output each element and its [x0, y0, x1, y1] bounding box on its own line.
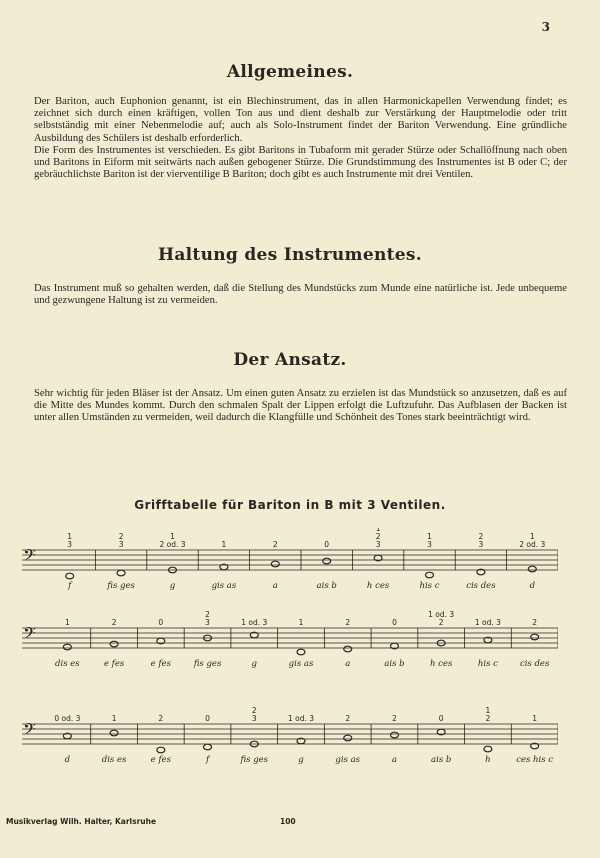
note-head — [157, 747, 165, 753]
note-name: fis ges — [107, 581, 135, 591]
note-head — [66, 573, 74, 579]
fingering-label: 1 — [298, 618, 304, 627]
note-head — [484, 746, 492, 752]
note-name: fis ges — [240, 755, 269, 765]
fingering-label: 0 — [158, 618, 164, 627]
fingering-label: 3 — [67, 540, 73, 549]
fingering-label: 2 — [532, 618, 538, 627]
fingering-label: 0 — [392, 618, 397, 627]
note-name: a — [345, 659, 351, 669]
publisher-footer: Musikverlag Wilh. Halter, Karlsruhe — [6, 817, 157, 826]
fingering-label: 3 — [251, 714, 257, 723]
note-head — [426, 572, 434, 578]
fingering-label: 2 od. 3 — [159, 540, 186, 549]
fingering-label: 3 — [478, 540, 484, 549]
fingering-label: 1 — [64, 618, 70, 627]
note-head — [344, 646, 352, 652]
fingering-label: 3 — [205, 618, 210, 627]
note-head — [531, 634, 539, 640]
note-name: h ces — [366, 581, 390, 591]
note-name: ais b — [384, 659, 405, 669]
fingering-label: 1 od. 3 — [287, 714, 315, 723]
note-name: e fes — [150, 755, 171, 765]
note-name: ais b — [431, 755, 452, 765]
staff-row-3 — [22, 690, 558, 778]
section-body-haltung — [34, 283, 567, 307]
fingering-label: 2 — [485, 714, 491, 723]
note-head — [110, 641, 118, 647]
paragraph: Sehr wichtig für jeden Bläser ist der Ansatz. Um einen guten Ansatz zu erzielen ist das Mundstück so anzusetzen, daß es auf die Mitte des Mundes kommt. Durch den schmalen Spalt der Lippen erfolgt die Luftzufuhr. Das Aufblasen der Backen ist unter allen Umständen zu vermeiden, weil dadurch die Klangfülle und Schönheit des Tones stark beeinträchtigt wird. — [34, 388, 567, 424]
fingering-label: 1 od. 3 — [241, 618, 268, 627]
fingering-label: 2 — [111, 618, 117, 627]
note-name: g — [251, 659, 257, 669]
section-body-ansatz — [34, 388, 567, 425]
fingering-label: 1 — [427, 532, 432, 541]
staff-svg — [22, 606, 558, 676]
fingering-label: 2 — [158, 714, 164, 723]
fingering-label: 0 — [324, 540, 330, 549]
staff-row-2 — [22, 606, 558, 676]
fingering-label: 1 — [532, 714, 538, 723]
staff-svg — [22, 528, 558, 598]
note-name: f — [68, 581, 72, 591]
bass-clef-icon: 𝄢 — [23, 545, 36, 569]
note-name: e fes — [103, 659, 125, 669]
fingering-label: 0 — [438, 714, 444, 723]
fingering-label: 2 — [375, 532, 381, 541]
note-name: e fes — [150, 659, 171, 669]
fingering-table-title: Grifftabelle für Bariton in B mit 3 Ventilen. — [134, 498, 446, 512]
note-name: gis as — [288, 659, 314, 669]
fingering-label: 0 — [205, 714, 210, 723]
fingering-label: 2 — [251, 706, 257, 715]
fingering-label: 1 — [111, 714, 117, 723]
note-head — [528, 566, 536, 572]
plate-number: 100 — [280, 817, 296, 826]
paragraph: Die Form des Instrumentes ist verschieden. Es gibt Baritons in Tubaform mit gerader Stürze oder Schallöffnung nach oben und Baritons in Eiform mit seitwärts nach außen gebogener Stürze. Die Grundstimmung des Instrumentes ist B oder C; der gebräuchlichste Bariton ist der vierventilige B Bariton; doch gibt es auch Instrumente mit drei Ventilen. — [34, 144, 567, 181]
note-name: h ces — [430, 659, 453, 669]
fingering-label: 1 — [485, 706, 491, 715]
note-name: fis ges — [193, 659, 222, 669]
note-name: f — [205, 755, 210, 765]
fingering-label: 3 — [427, 540, 432, 549]
note-name: dis es — [101, 755, 127, 765]
fingering-label: 2 — [345, 714, 351, 723]
note-name: ces his c — [516, 755, 554, 765]
note-name: d — [64, 755, 71, 765]
note-name: d — [529, 581, 536, 591]
note-name: a — [272, 581, 278, 591]
fingering-label: 2 — [392, 714, 397, 723]
staff-svg — [22, 690, 558, 778]
note-name: gis as — [335, 755, 361, 765]
bass-clef-icon: 𝄢 — [23, 719, 36, 743]
fingering-label: 1 — [375, 528, 381, 533]
note-head — [110, 730, 118, 736]
note-head — [344, 735, 352, 741]
note-name: h — [485, 755, 491, 765]
fingering-label: 3 — [375, 540, 381, 549]
fingering-label: 3 — [118, 540, 124, 549]
fingering-label: 1 — [221, 540, 227, 549]
note-head — [271, 561, 279, 567]
fingering-label: 1 — [529, 532, 535, 541]
staff-row-1 — [22, 528, 558, 598]
note-name: a — [391, 755, 397, 765]
note-head — [63, 644, 71, 650]
fingering-label: 0 od. 3 — [54, 714, 81, 723]
note-name: gis as — [211, 581, 237, 591]
note-name: g — [169, 581, 176, 591]
fingering-label: 2 — [272, 540, 278, 549]
note-name: ais b — [316, 581, 337, 591]
note-head — [323, 558, 331, 564]
fingering-label: 2 — [438, 618, 444, 627]
fingering-label: 1 — [170, 532, 175, 541]
paragraph: Der Bariton, auch Euphonion genannt, ist ein Blechinstrument, das in allen Harmonickapellen Verwendung findet; es zeichnet sich durch einen kräftigen, vollen Ton aus und dient deshalb zur Verstärkung der Hauptmelodie oder tritt selbstständig mit einer Nebenmelodie auf; auch als Solo-Instrument findet der Bariton Verwendung. Eine gründliche Ausbildung des Schülers ist deshalb erforderlich. — [34, 96, 567, 144]
fingering-label: 1 — [67, 532, 73, 541]
note-head — [117, 570, 125, 576]
note-name: cis des — [466, 581, 496, 591]
note-name: cis des — [519, 659, 550, 669]
section-title-haltung: Haltung des Instrumentes. — [158, 245, 422, 265]
note-head — [390, 732, 398, 738]
note-head — [297, 649, 305, 655]
note-name: g — [298, 755, 304, 765]
note-name: his c — [477, 659, 498, 669]
fingering-label: 2 od. 3 — [519, 540, 546, 549]
note-name: his c — [419, 581, 440, 591]
fingering-label: 2 — [478, 532, 484, 541]
fingering-label: 1 od. 3 — [428, 610, 455, 619]
fingering-label: 2 — [345, 618, 351, 627]
fingering-label: 2 — [205, 610, 210, 619]
fingering-label: 2 — [118, 532, 124, 541]
paragraph: Das Instrument muß so gehalten werden, daß die Stellung des Mundstücks zum Munde eine natürliche ist. Jede unbequeme und gezwungene Haltung ist zu vermeiden. — [34, 283, 567, 307]
section-body-allgemeines — [34, 96, 567, 181]
section-title-ansatz: Der Ansatz. — [233, 350, 347, 370]
note-head — [204, 744, 212, 750]
note-name: dis es — [55, 659, 80, 669]
section-title-allgemeines: Allgemeines. — [226, 62, 354, 82]
bass-clef-icon: 𝄢 — [23, 623, 36, 647]
page-number: 3 — [541, 20, 550, 34]
fingering-label: 1 od. 3 — [474, 618, 501, 627]
